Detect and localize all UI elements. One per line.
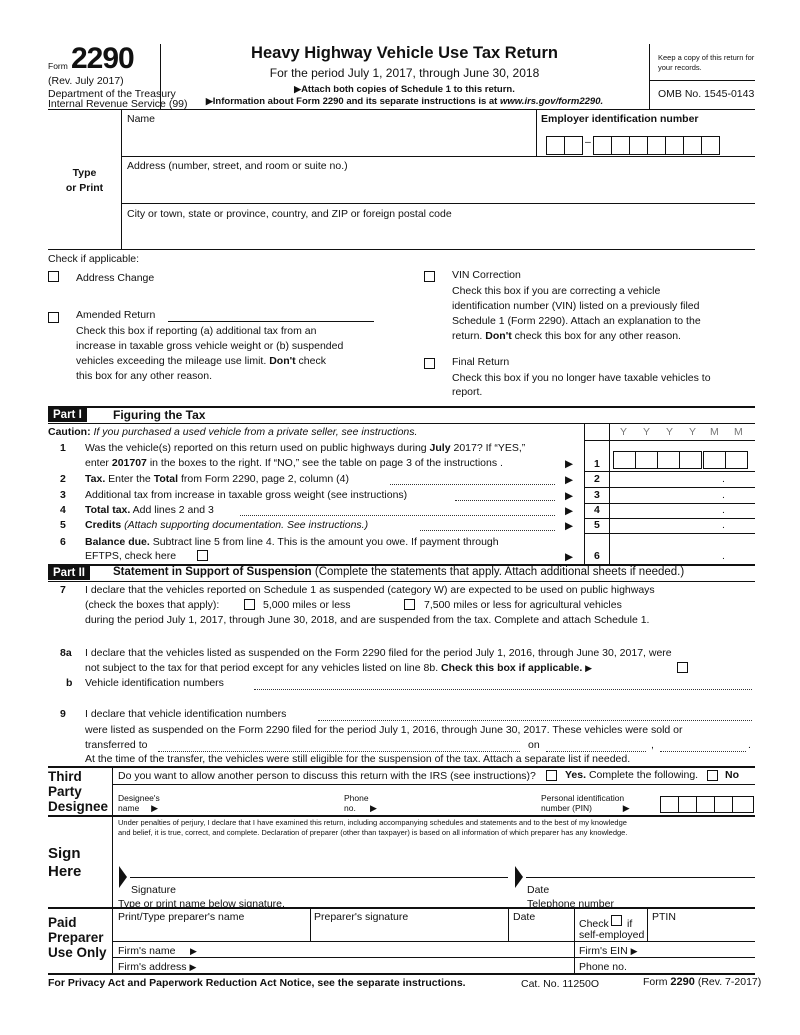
signature-label: Signature (131, 884, 176, 896)
line3-decimal: . (722, 489, 725, 501)
line9-on: on (528, 739, 540, 751)
caution-text: If you purchased a used vehicle from a private seller, see instructions. (93, 426, 418, 438)
line2-bold: Tax. (85, 473, 106, 485)
form-number: 2290 (71, 42, 134, 75)
designee-yes-bold: Yes. (565, 769, 587, 781)
designee-title (48, 769, 108, 814)
line9-text-a: I declare that vehicle identification numbers (85, 708, 287, 720)
preparer-title (48, 915, 107, 960)
line3-leader (455, 500, 555, 501)
pin-digit-4[interactable] (714, 796, 733, 813)
omb-divider (649, 80, 755, 81)
part2-title: Statement in Support of Suspension (113, 566, 312, 578)
preparer-row1-rule (112, 941, 755, 942)
line5-number: 5 (60, 519, 66, 531)
sign-divider (112, 815, 113, 907)
line8a-checkbox[interactable] (677, 662, 688, 673)
designee-pin-label (541, 793, 630, 813)
line5-leader (420, 530, 555, 531)
pin-digit-1[interactable] (660, 796, 679, 813)
line6-bold: Balance due. (85, 536, 150, 548)
pin-digit-5[interactable] (732, 796, 754, 813)
designee-title-1: Third (48, 769, 82, 784)
preparer-phone-label: Phone no. (579, 961, 627, 973)
line8a-b: not subject to the tax for that period except for any vehicles listed on line 8b. (85, 662, 439, 674)
applicable-heading: Check if applicable: (48, 253, 140, 265)
caution-bold: Caution: (48, 426, 91, 438)
line2-rule (584, 487, 755, 488)
mileage-5000-checkbox[interactable] (244, 599, 255, 610)
dept-treasury: Department of the Treasury (48, 88, 176, 100)
line1-date-y1[interactable] (613, 451, 636, 469)
designee-divider (112, 766, 113, 816)
omb-number: OMB No. 1545-0143 (658, 88, 755, 100)
perjury-1: Under penalties of perjury, I declare that I have examined this return, including accompanying schedules and statements and to the best of my knowledge (118, 818, 627, 827)
amended-desc-3c: check (298, 355, 326, 367)
part2-title-rule (48, 581, 755, 582)
designee-pin-1: Personal identification (541, 793, 625, 803)
vin-correction-checkbox[interactable] (424, 271, 435, 282)
line3-rule (584, 503, 755, 504)
ein-divider (536, 109, 537, 156)
line3-number: 3 (60, 489, 66, 501)
header-bottom-rule (48, 109, 755, 110)
ein-digit-4[interactable] (611, 136, 630, 155)
pin-digit-2[interactable] (678, 796, 697, 813)
firm-name-label: Firm's name ▶ (118, 945, 197, 957)
line2-text (85, 473, 349, 485)
preparer-row2-rule (112, 957, 755, 958)
perjury-statement (118, 818, 627, 838)
arrow-icon: ▶ (622, 803, 630, 813)
arrow-icon: ▶ (190, 946, 197, 956)
line1-date-y2[interactable] (635, 451, 658, 469)
part1-num-col-left (584, 423, 585, 564)
line9-year-field[interactable] (660, 751, 746, 752)
self-employed-label: self-employed (579, 929, 645, 941)
amended-desc-3b: Don't (269, 355, 296, 367)
sign-date-line[interactable] (526, 877, 755, 878)
line9-period: . (748, 739, 751, 751)
preparer-title-3: Use Only (48, 945, 107, 960)
designee-name-1: Designee's (118, 793, 160, 803)
eftps-checkbox[interactable] (197, 550, 208, 561)
line1-number: 1 (60, 442, 66, 454)
ein-digit-2[interactable] (564, 136, 583, 155)
line1-date-m1[interactable] (703, 451, 726, 469)
preparer-date-label: Date (513, 911, 536, 923)
line6-t: Subtract line 5 from line 4. This is the amount you owe. If payment through (152, 536, 499, 548)
final-desc-2: report. (452, 386, 483, 398)
arrow-icon: ▶ (565, 520, 574, 532)
footer-form-id (643, 976, 761, 988)
final-desc-1: Check this box if you no longer have taxable vehicles to (452, 372, 711, 384)
sign-date-label: Date (527, 884, 550, 896)
line7-text-b: (check the boxes that apply): (85, 599, 220, 611)
part1-caution (48, 426, 417, 438)
vin-desc-4a: return. (452, 330, 483, 342)
amended-desc-4: this box for any other reason. (76, 370, 212, 382)
part2-heading (113, 566, 684, 578)
line5-decimal: . (722, 519, 725, 531)
part2-subtitle: (Complete the statements that apply. Attach additional sheets if needed.) (314, 566, 685, 578)
ein-digit-3[interactable] (593, 136, 612, 155)
designee-title-3: Designee (48, 799, 109, 814)
line1-f: in the boxes to the right. If “NO,” see the table on page 3 of the instructions . (149, 457, 503, 469)
sign-top-rule (48, 815, 755, 817)
sign-title-1: Sign (48, 845, 81, 862)
footer-rev: (Rev. 7-2017) (697, 976, 762, 988)
cat-number: Cat. No. 11250O (521, 978, 600, 990)
preparer-title-2: Preparer (48, 930, 104, 945)
line1-c: 2017? If “YES,” (453, 442, 526, 454)
line2-rest: from Form 2290, page 2, column (4) (180, 473, 350, 485)
irs-name: Internal Revenue Service (99) (48, 98, 188, 110)
amended-desc-3a: vehicles exceeding the mileage use limit. (76, 355, 267, 367)
designee-pin-2: number (PIN) ▶ (541, 803, 630, 813)
line8a-text-b (85, 662, 592, 674)
preparer-top-rule (48, 907, 755, 909)
vin-correction-label: VIN Correction (452, 269, 521, 281)
final-return-checkbox[interactable] (424, 358, 435, 369)
self-employed-checkbox[interactable] (611, 915, 622, 926)
info-url[interactable]: www.irs.gov/form2290. (499, 96, 604, 107)
address-change-checkbox[interactable] (48, 271, 59, 282)
box-num-6: 6 (594, 550, 600, 562)
name-label: Name (127, 113, 156, 125)
address-change-label: Address Change (76, 272, 155, 284)
ein-label: Employer identification number (541, 113, 699, 125)
arrow-icon: ▶ (585, 663, 593, 673)
line2-decimal: . (722, 473, 725, 485)
part1-num-col-right (609, 423, 610, 564)
type-print-divider (121, 109, 122, 249)
line2-leader (390, 484, 555, 485)
amended-return-label: Amended Return (76, 309, 156, 321)
firm-ein-label: Firm's EIN ▶ (579, 945, 638, 957)
keep-copy-note: Keep a copy of this return for your records. (658, 53, 755, 72)
line1-b: July (429, 442, 451, 454)
line5-rule (584, 533, 755, 534)
ein-digit-8[interactable] (683, 136, 702, 155)
designee-title-2: Party (48, 784, 82, 799)
line9-transferee-field[interactable] (158, 751, 520, 752)
sign-title (48, 845, 81, 881)
preparer-name-label: Print/Type preparer's name (118, 911, 245, 923)
arrow-icon: ▶ (565, 490, 574, 502)
amended-return-line[interactable] (168, 321, 374, 322)
info-note (160, 96, 649, 107)
line7-text-c: during the period July 1, 2017, through June 30, 2018, and are suspended from the tax. Complete and attach Schedule 1. (85, 614, 650, 626)
date-letter-m1: M (710, 426, 719, 438)
identity-bottom-rule (48, 249, 755, 250)
designee-question: Do you want to allow another person to discuss this return with the IRS (see instructions)? (118, 770, 536, 782)
type-label: Type (72, 167, 97, 179)
arrow-icon: ▶ (565, 474, 574, 486)
line9-comma: , (651, 739, 654, 751)
line9-text-b: were listed as suspended on the Form 2290 filed for the period July 1, 2016, through June 30, 2017. These vehicles were sold or (85, 724, 683, 736)
box-num-4: 4 (594, 504, 600, 516)
date-letters-rule (584, 440, 755, 441)
line6-text2: EFTPS, check here (85, 550, 177, 562)
line3-text: Additional tax from increase in taxable gross weight (see instructions) (85, 489, 408, 501)
arrow-icon: ▶ (630, 946, 638, 956)
designee-no: No (725, 769, 739, 781)
arrow-icon: ▶ (294, 84, 302, 94)
signature-line[interactable] (130, 877, 508, 878)
vin-desc-1: Check this box if you are correcting a vehicle (452, 285, 661, 297)
line8b-text: Vehicle identification numbers (85, 677, 224, 689)
date-letter-y4: Y (689, 426, 697, 438)
line4-decimal: . (722, 504, 725, 516)
line8b-number: b (66, 677, 73, 689)
line1-e: 201707 (111, 457, 147, 469)
designee-question-rule (112, 784, 755, 785)
designee-phone-1: Phone (344, 793, 369, 803)
designee-name-2: name ▶ (118, 803, 158, 813)
preparer-signature-label: Preparer's signature (314, 911, 409, 923)
rev-date: (Rev. July 2017) (48, 75, 124, 87)
telephone-label: Telephone number (527, 898, 614, 910)
ein-digit-7[interactable] (665, 136, 684, 155)
attach-text: Attach both copies of Schedule 1 to this return. (301, 84, 515, 95)
arrow-icon: ▶ (205, 96, 213, 106)
ptin-label: PTIN (652, 911, 676, 923)
preparer-title-1: Paid (48, 915, 77, 930)
arrow-icon: ▶ (565, 458, 574, 470)
line4-t: Add lines 2 and 3 (132, 504, 214, 516)
arrow-icon: ▶ (189, 962, 197, 972)
ein-dash: – (585, 136, 591, 148)
line1-date-y4[interactable] (679, 451, 702, 469)
amended-desc-1: Check this box if reporting (a) additional tax from an (76, 325, 317, 337)
address-label: Address (number, street, and room or suite no.) (127, 160, 348, 172)
line5-t: (Attach supporting documentation. See instructions.) (124, 519, 369, 531)
line8a-number: 8a (60, 647, 72, 659)
line2-number: 2 (60, 473, 66, 485)
date-arrow-icon (515, 866, 523, 888)
designee-name-label (118, 793, 160, 813)
preparer-col-ptin (647, 907, 648, 941)
vin-desc-2: identification number (VIN) listed on a previously filed (452, 300, 700, 312)
form-title: Heavy Highway Vehicle Use Tax Return (251, 44, 558, 62)
line8b-vin-field[interactable] (254, 689, 752, 690)
line1-text-a (85, 442, 525, 454)
line8a-bold: Check this box if applicable. (441, 662, 583, 674)
mileage-7500-checkbox[interactable] (404, 599, 415, 610)
date-letter-m2: M (734, 426, 743, 438)
vin-desc-3: Schedule 1 (Form 2290). Attach an explanation to the (452, 315, 701, 327)
line5-bold: Credits (85, 519, 122, 531)
line1-a: Was the vehicle(s) reported on this return used on public highways during (85, 442, 427, 454)
firm-address-label: Firm's address ▶ (118, 961, 197, 973)
sign-title-2: Here (48, 863, 82, 880)
amended-desc-3 (76, 355, 326, 367)
ein-digit-6[interactable] (647, 136, 666, 155)
box-num-2: 2 (594, 473, 600, 485)
line1-date-m2[interactable] (725, 451, 748, 469)
type-print-label (48, 166, 121, 196)
ein-digit-1[interactable] (546, 136, 565, 155)
designee-top-rule (48, 766, 755, 768)
line6-text (85, 536, 499, 548)
line7-number: 7 (60, 584, 66, 596)
privacy-notice: For Privacy Act and Paperwork Reduction Act Notice, see the separate instructions. (48, 977, 466, 989)
line5-text (85, 519, 368, 531)
line6-number: 6 (60, 536, 66, 548)
line6-decimal: . (722, 550, 725, 562)
line9-number: 9 (60, 708, 66, 720)
form-label: Form (48, 61, 68, 71)
arrow-icon: ▶ (151, 803, 158, 813)
line4-number: 4 (60, 504, 66, 516)
preparer-check-label: Check (579, 918, 609, 930)
preparer-divider (112, 907, 113, 973)
designee-yes-checkbox[interactable] (546, 770, 557, 781)
part1-title: Figuring the Tax (113, 408, 206, 422)
part2-label: Part II (48, 566, 90, 580)
amended-return-checkbox[interactable] (48, 312, 59, 323)
line1-d: enter (85, 457, 109, 469)
box-num-1: 1 (594, 458, 600, 470)
arrow-icon: ▶ (565, 505, 574, 517)
preparer-col-check (574, 907, 575, 973)
line4-leader (240, 515, 555, 516)
footer-form-number: 2290 (670, 976, 695, 988)
line1-text-b (85, 457, 503, 469)
name-row-rule (121, 156, 755, 157)
info-text: Information about Form 2290 and its separate instructions is at (212, 96, 498, 107)
line4-bold: Total tax. (85, 504, 131, 516)
box-num-3: 3 (594, 489, 600, 501)
part1-title-rule (48, 423, 755, 424)
line9-date-field[interactable] (546, 751, 646, 752)
line9-text-d: At the time of the transfer, the vehicles were still eligible for the suspension of the tax. Attach a separate list if needed. (85, 753, 631, 765)
line9-vin-field[interactable] (318, 720, 752, 721)
vin-desc-4 (452, 330, 681, 342)
attach-note (160, 84, 649, 95)
or-print-label: or Print (65, 182, 104, 194)
final-return-label: Final Return (452, 356, 510, 368)
designee-no-checkbox[interactable] (707, 770, 718, 781)
box-num-5: 5 (594, 519, 600, 531)
part1-label: Part I (48, 408, 87, 422)
designee-phone-label (344, 793, 377, 813)
mileage-7500-label: 7,500 miles or less for agricultural vehicles (424, 599, 622, 611)
designee-yes (565, 769, 698, 781)
line1-date-y3[interactable] (657, 451, 680, 469)
city-label: City or town, state or province, country, and ZIP or foreign postal code (127, 208, 452, 220)
form-period: For the period July 1, 2017, through June 30, 2018 (269, 66, 540, 80)
line4-text (85, 504, 214, 516)
designee-phone-2: no. ▶ (344, 803, 377, 813)
amended-desc-2: increase in taxable gross vehicle weight or (b) suspended (76, 340, 344, 352)
ein-digit-5[interactable] (629, 136, 648, 155)
mileage-5000-label: 5,000 miles or less (263, 599, 351, 611)
preparer-col-date (508, 907, 509, 941)
sign-arrow-icon (119, 866, 127, 888)
preparer-col-sig (310, 907, 311, 941)
vin-desc-4b: Don't (485, 330, 512, 342)
date-letter-y3: Y (666, 426, 674, 438)
vin-desc-4c: check this box for any other reason. (514, 330, 681, 342)
preparer-bottom-rule (48, 973, 755, 975)
header-divider-right (649, 44, 650, 109)
date-letter-y2: Y (643, 426, 651, 438)
perjury-2: and belief, it is true, correct, and complete. Declaration of preparer (other than taxpayer) is based on all information of which preparer has any knowledge. (118, 828, 628, 837)
date-letter-y1: Y (620, 426, 628, 438)
designee-yes-rest: Complete the following. (588, 769, 699, 781)
line1-rule (584, 471, 755, 472)
ein-digit-9[interactable] (701, 136, 720, 155)
arrow-icon: ▶ (370, 803, 377, 813)
arrow-icon: ▶ (565, 551, 574, 563)
line9-text-c: transferred to (85, 739, 148, 751)
line7-text-a: I declare that the vehicles reported on Schedule 1 as suspended (category W) are expected to be used on public highways (85, 584, 655, 596)
pin-digit-3[interactable] (696, 796, 715, 813)
line4-rule (584, 518, 755, 519)
footer-form-label: Form (643, 976, 668, 988)
line2-t: Enter the (108, 473, 151, 485)
line2-total: Total (153, 473, 179, 485)
type-name-label: Type or print name below signature. (118, 898, 285, 910)
line8a-text-a: I declare that the vehicles listed as suspended on the Form 2290 filed for the period July 1, 2016, through June 30, 2017, were (85, 647, 672, 659)
address-row-rule (121, 203, 755, 204)
preparer-if-label: if (627, 918, 633, 930)
